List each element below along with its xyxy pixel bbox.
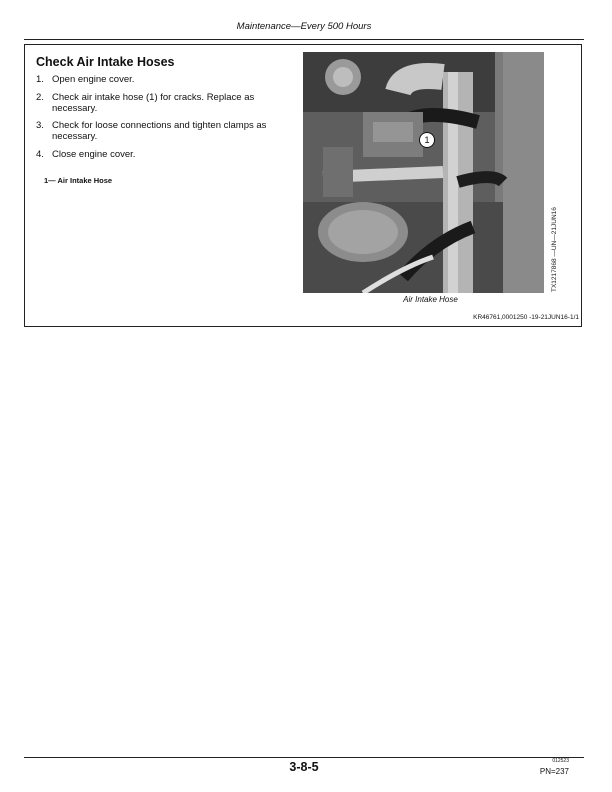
callout-1: 1 xyxy=(419,132,435,148)
step-text: Close engine cover. xyxy=(52,148,136,160)
step-text: Check air intake hose (1) for cracks. Replace as necessary. xyxy=(52,91,255,114)
step-number: 4. xyxy=(36,148,44,160)
step-number: 3. xyxy=(36,120,44,131)
step-number: 1. xyxy=(36,74,44,85)
footer-small-code: 012523 xyxy=(552,758,569,764)
step-text: Open engine cover. xyxy=(52,74,135,85)
step-item xyxy=(36,120,286,142)
procedure-steps xyxy=(36,74,286,166)
figure-legend: 1— Air Intake Hose xyxy=(44,176,113,185)
engine-illustration xyxy=(303,52,544,293)
step-item xyxy=(36,149,286,160)
step-text: Check for loose connections and tighten clamps as necessary. xyxy=(52,120,267,142)
figure-caption: Air Intake Hose xyxy=(403,295,458,304)
running-header: Maintenance—Every 500 Hours xyxy=(236,21,372,32)
section-title: Check Air Intake Hoses xyxy=(36,55,175,69)
step-item xyxy=(36,74,286,85)
footer-rule xyxy=(24,757,584,758)
step-item xyxy=(36,92,286,114)
engine-photo xyxy=(303,52,544,293)
page-number: 3-8-5 xyxy=(289,760,319,774)
reference-code: KR46761,0001250 -19-21JUN16-1/1 xyxy=(473,314,579,321)
step-number: 2. xyxy=(36,91,44,103)
figure-code: TX1217868 —UN—21JUN16 xyxy=(551,207,558,292)
pn-label: PN=237 xyxy=(539,767,569,776)
header-rule xyxy=(24,39,584,40)
